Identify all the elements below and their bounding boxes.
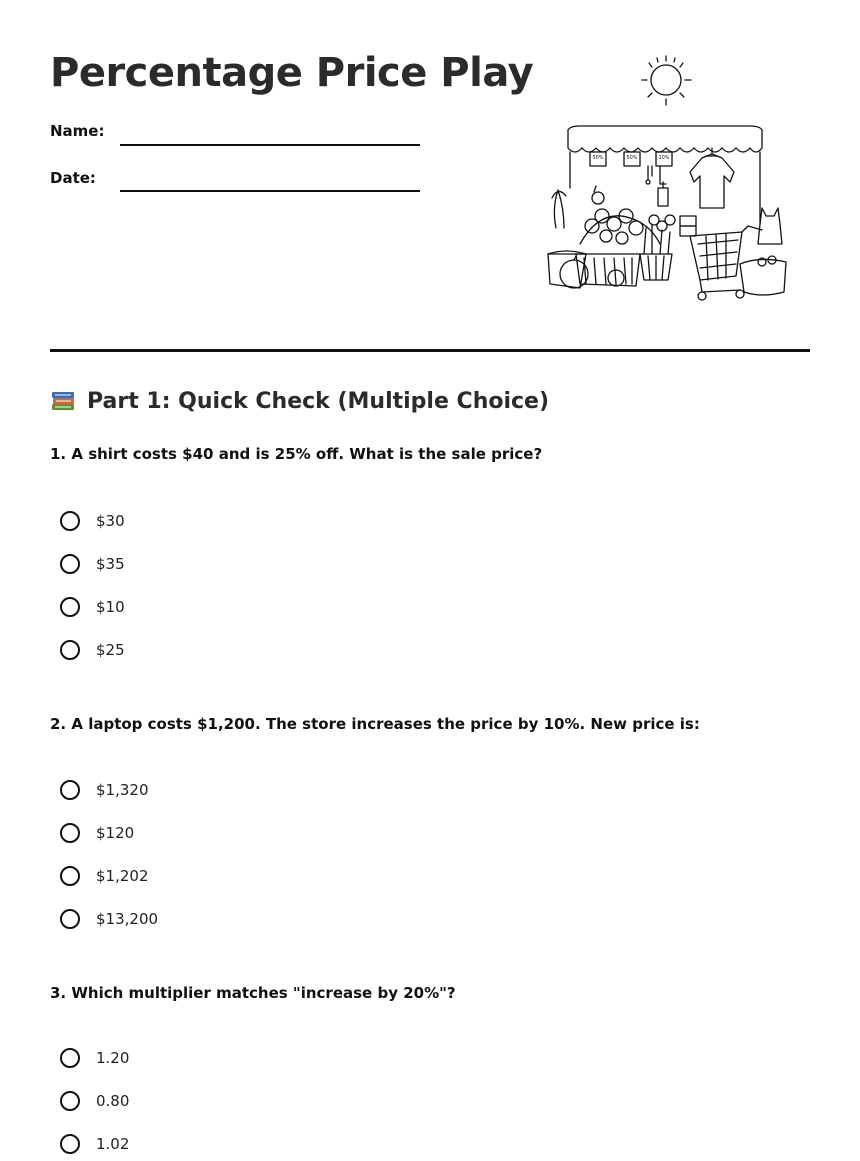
option-label: $10 bbox=[96, 598, 125, 616]
answer-option[interactable] bbox=[60, 1046, 129, 1070]
answer-option[interactable] bbox=[60, 864, 149, 888]
price-tag: 50% bbox=[626, 155, 638, 161]
answer-option[interactable] bbox=[60, 638, 125, 662]
name-field[interactable] bbox=[120, 144, 420, 146]
option-label: $35 bbox=[96, 555, 125, 573]
radio-button[interactable] bbox=[60, 640, 80, 660]
answer-option[interactable] bbox=[60, 552, 125, 576]
date-field[interactable] bbox=[120, 190, 420, 192]
option-label: $30 bbox=[96, 512, 125, 530]
answer-option[interactable] bbox=[60, 1132, 129, 1156]
books-icon bbox=[50, 388, 76, 414]
option-label: $1,320 bbox=[96, 781, 149, 799]
radio-button[interactable] bbox=[60, 597, 80, 617]
name-label: Name: bbox=[50, 122, 105, 140]
market-stall-illustration bbox=[540, 48, 800, 308]
question-3: 3. Which multiplier matches "increase by 20%"? bbox=[50, 984, 456, 1002]
date-label: Date: bbox=[50, 169, 96, 187]
option-label: $13,200 bbox=[96, 910, 159, 928]
option-label: 1.20 bbox=[96, 1049, 130, 1067]
radio-button[interactable] bbox=[60, 1048, 80, 1068]
worksheet-title: Percentage Price Play bbox=[50, 50, 534, 96]
header-divider bbox=[50, 349, 810, 352]
option-label: $1,202 bbox=[96, 867, 149, 885]
part1-heading bbox=[50, 388, 549, 414]
sun-icon bbox=[642, 56, 691, 105]
question-2: 2. A laptop costs $1,200. The store increases the price by 10%. New price is: bbox=[50, 715, 700, 733]
price-tag: 10% bbox=[658, 155, 670, 161]
answer-option[interactable] bbox=[60, 1089, 129, 1113]
radio-button[interactable] bbox=[60, 823, 80, 843]
radio-button[interactable] bbox=[60, 1091, 80, 1111]
price-tag: 50% bbox=[592, 155, 604, 161]
option-label: 0.80 bbox=[96, 1092, 130, 1110]
answer-option[interactable] bbox=[60, 907, 158, 931]
answer-option[interactable] bbox=[60, 821, 134, 845]
option-label: 1.02 bbox=[96, 1135, 130, 1153]
answer-option[interactable] bbox=[60, 778, 149, 802]
part1-heading-text: Part 1: Quick Check (Multiple Choice) bbox=[87, 388, 550, 414]
answer-option[interactable] bbox=[60, 595, 125, 619]
question-1: 1. A shirt costs $40 and is 25% off. What is the sale price? bbox=[50, 445, 543, 463]
radio-button[interactable] bbox=[60, 780, 80, 800]
radio-button[interactable] bbox=[60, 554, 80, 574]
radio-button[interactable] bbox=[60, 1134, 80, 1154]
option-label: $25 bbox=[96, 641, 125, 659]
answer-option[interactable] bbox=[60, 509, 125, 533]
option-label: $120 bbox=[96, 824, 135, 842]
radio-button[interactable] bbox=[60, 866, 80, 886]
radio-button[interactable] bbox=[60, 511, 80, 531]
radio-button[interactable] bbox=[60, 909, 80, 929]
